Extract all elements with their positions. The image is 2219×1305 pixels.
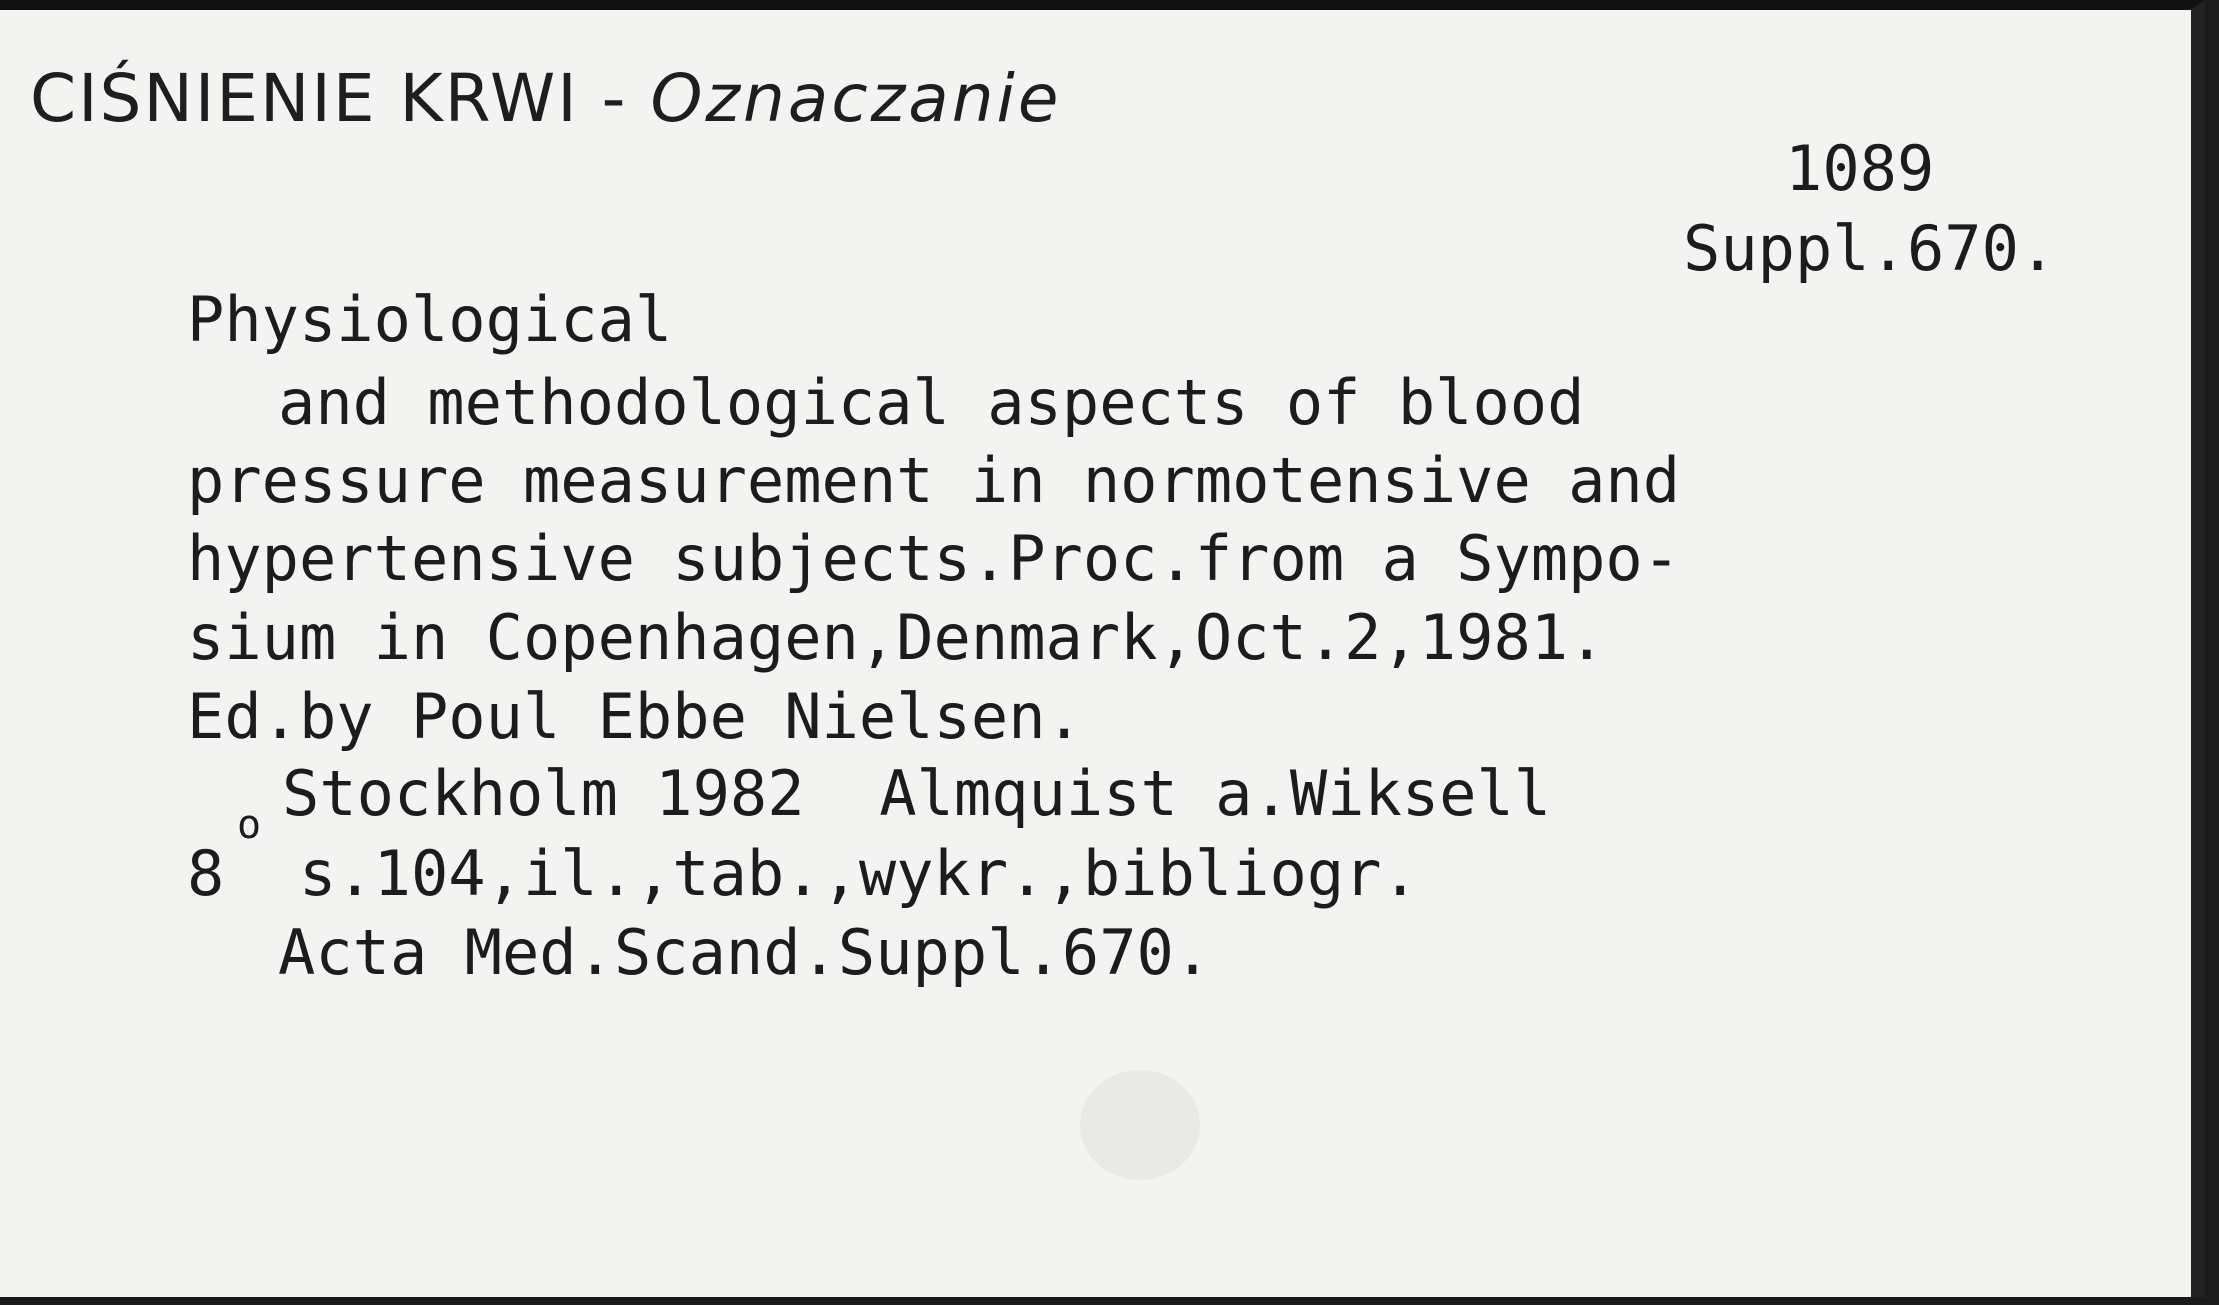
series-number: Suppl.670. bbox=[1683, 212, 2057, 285]
editor-line: Ed.by Poul Ebbe Nielsen. bbox=[187, 680, 1083, 753]
heading-subdivision: Oznaczanie bbox=[650, 60, 1062, 137]
title-line-4: hypertensive subjects.Proc.from a Sympo- bbox=[187, 522, 1681, 595]
title-line-5: sium in Copenhagen,Denmark,Oct.2,1981. bbox=[187, 601, 1606, 674]
series-line: Acta Med.Scand.Suppl.670. bbox=[278, 916, 1212, 989]
title-line-2: and methodological aspects of blood bbox=[278, 366, 1585, 439]
call-number: 1089 bbox=[1785, 132, 1935, 205]
heading-main: CIŚNIENIE KRWI - bbox=[30, 60, 651, 137]
paper-smudge bbox=[1080, 1070, 1200, 1180]
imprint-line: Stockholm 1982 Almquist a.Wiksell bbox=[282, 757, 1552, 830]
title-line-3: pressure measurement in normotensive and bbox=[187, 444, 1681, 517]
collation-line: 8 s.104,il.,tab.,wykr.,bibliogr. bbox=[187, 837, 1419, 910]
title-line-1: Physiological bbox=[187, 283, 673, 356]
subject-heading bbox=[30, 60, 1061, 137]
format-superscript: o bbox=[237, 802, 262, 848]
